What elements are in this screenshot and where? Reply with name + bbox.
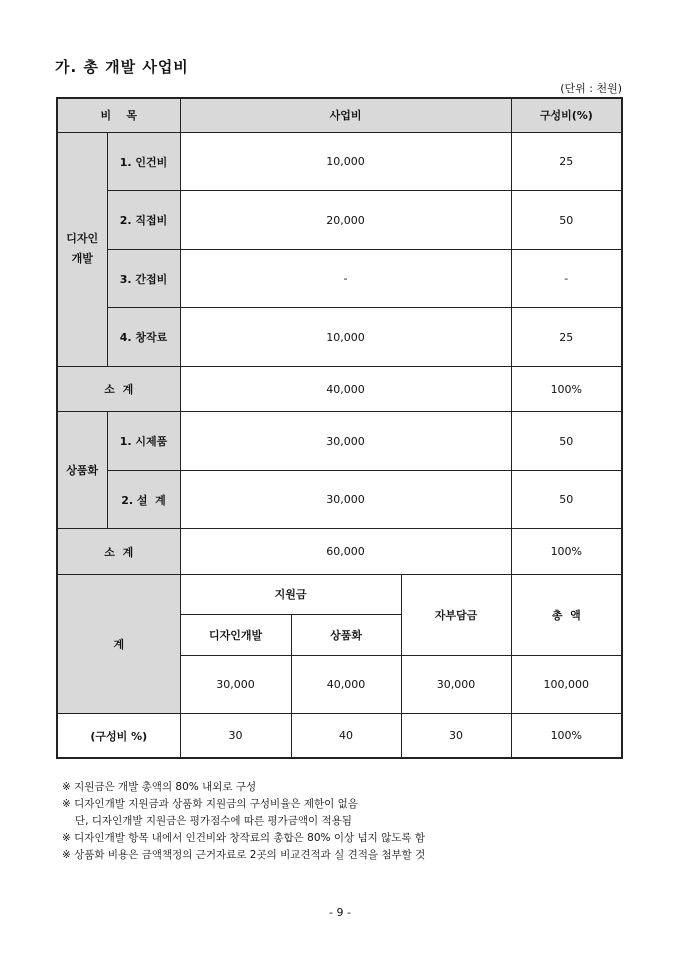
subtotal-cost: 60,000 — [180, 529, 511, 574]
row-label: 2. 직접비 — [107, 191, 180, 250]
commercial-group-label: 상품화 — [57, 412, 107, 529]
header-cost: 사업비 — [180, 98, 511, 132]
table-row — [57, 470, 622, 529]
table-row — [57, 132, 622, 191]
subtotal-label: 소 계 — [57, 366, 180, 411]
table-row — [57, 412, 622, 471]
subtotal-label: 소 계 — [57, 529, 180, 574]
header-row — [57, 98, 622, 132]
ratio-sum: 100% — [511, 714, 622, 758]
table-row — [57, 308, 622, 367]
table-row — [57, 191, 622, 250]
total-header-row — [57, 574, 622, 614]
row-cost: 10,000 — [180, 132, 511, 191]
total-design-dev: 30,000 — [180, 655, 291, 714]
total-sum: 100,000 — [511, 655, 622, 714]
subtotal-row — [57, 529, 622, 574]
row-cost: 10,000 — [180, 308, 511, 367]
row-ratio: 50 — [511, 412, 622, 471]
row-label: 4. 창작료 — [107, 308, 180, 367]
ratio-label: (구성비 %) — [57, 714, 180, 758]
design-dev-header: 디자인개발 — [180, 615, 291, 655]
note-item: ※ 디자인개발 지원금과 상품화 지원금의 구성비율은 제한이 없음 — [62, 798, 358, 810]
row-label: 3. 간접비 — [107, 249, 180, 308]
notes — [62, 779, 425, 864]
budget-table — [56, 97, 623, 759]
subtotal-row — [57, 366, 622, 411]
row-cost: 30,000 — [180, 470, 511, 529]
note-item: ※ 상품화 비용은 금액책정의 근거자료로 2곳의 비교견적과 실 견적을 첨부할 것 — [62, 849, 426, 861]
header-item: 비 목 — [57, 98, 180, 132]
support-header: 지원금 — [180, 574, 401, 614]
ratio-design-dev: 30 — [180, 714, 291, 758]
header-ratio: 구성비(%) — [511, 98, 622, 132]
ratio-row — [57, 714, 622, 758]
row-label: 1. 시제품 — [107, 412, 180, 471]
subtotal-ratio: 100% — [511, 529, 622, 574]
row-cost: - — [180, 249, 511, 308]
note-item: ※ 디자인개발 항목 내에서 인건비와 창작료의 총합은 80% 이상 넘지 않도록 함 — [62, 832, 425, 844]
row-label: 1. 인건비 — [107, 132, 180, 191]
row-label: 2. 설 계 — [107, 470, 180, 529]
ratio-self: 30 — [401, 714, 511, 758]
total-commercial: 40,000 — [291, 655, 401, 714]
self-header: 자부담금 — [401, 574, 511, 655]
subtotal-ratio: 100% — [511, 366, 622, 411]
design-group-label: 디자인 개발 — [57, 132, 107, 366]
row-cost: 20,000 — [180, 191, 511, 250]
row-cost: 30,000 — [180, 412, 511, 471]
subtotal-cost: 40,000 — [180, 366, 511, 411]
total-self: 30,000 — [401, 655, 511, 714]
row-ratio: - — [511, 249, 622, 308]
commercial-header: 상품화 — [291, 615, 401, 655]
sum-header: 총 액 — [511, 574, 622, 655]
total-label: 계 — [57, 574, 180, 713]
row-ratio: 50 — [511, 470, 622, 529]
note-item: ※ 지원금은 개발 총액의 80% 내외로 구성 — [62, 781, 257, 793]
note-item: 단, 디자인개발 지원금은 평가점수에 따른 평가금액이 적용됨 — [75, 815, 352, 827]
section-title: 가. 총 개발 사업비 — [55, 58, 189, 76]
unit-label: (단위 : 천원) — [560, 82, 622, 95]
table-row — [57, 249, 622, 308]
page-number: - 9 - — [329, 906, 351, 919]
ratio-commercial: 40 — [291, 714, 401, 758]
row-ratio: 50 — [511, 191, 622, 250]
row-ratio: 25 — [511, 308, 622, 367]
row-ratio: 25 — [511, 132, 622, 191]
